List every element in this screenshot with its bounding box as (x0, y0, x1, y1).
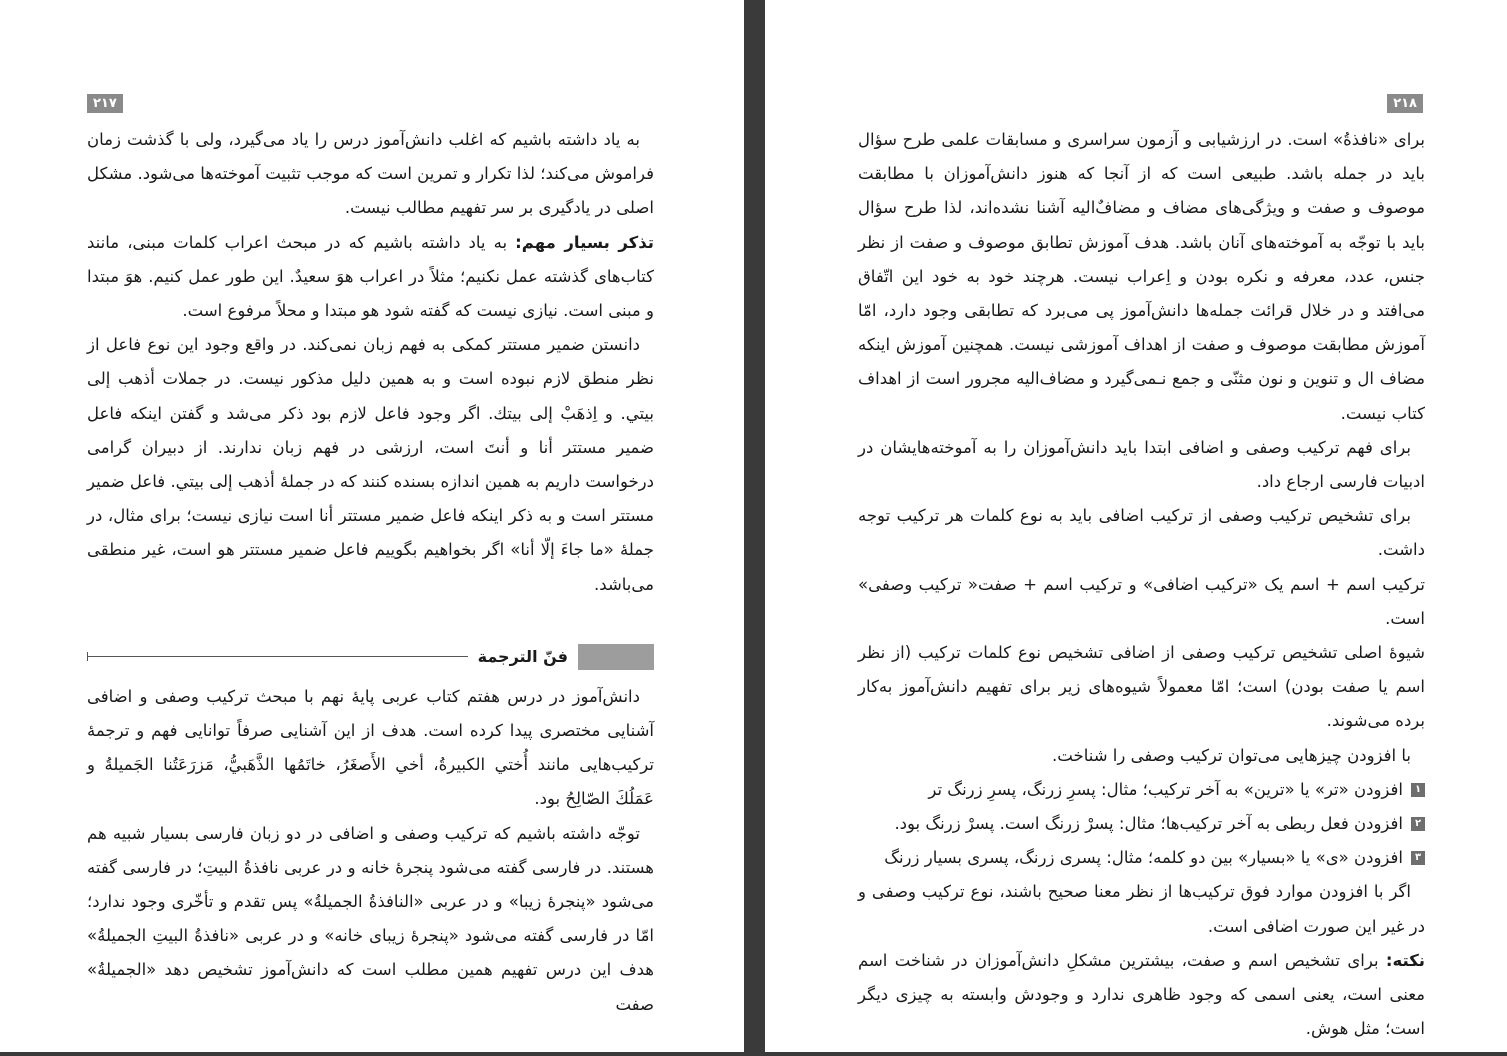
paragraph: با افزودن چیزهایی می‌توان ترکیب وصفی را شناخت. (1052, 745, 1411, 765)
paragraph: توجّه داشته باشیم که ترکیب وصفی و اضافی در دو زبان فارسی بسیار شبیه هم هستند. در فارسی گفته می‌شود پنجرهٔ خانه و در عربی نافذةُ البیتِ؛ در فارسی گفته می‌شود «پنجرهٔ زیبا» و در عربی «النافذةُ الجمیلةُ» پس تقدم و تأخّری وجود ندارد؛ امّا در فارسی گفته می‌شود «پنجرهٔ زیبای خانه» و در عربی «نافذةُ البیتِ الجمیلةُ» هدف این درس تفهیم همین مطلب است که دانش‌آموز تشخیص دهد «الجمیلةُ» صفت (87, 823, 654, 1014)
section-heading (87, 640, 654, 674)
paragraph: دانش‌آموز در درس هفتم کتاب عربی پایهٔ نهم با مبحث ترکیب وصفی و اضافی آشنایی مختصری پیدا کرده است. هدف از این آشنایی صرفاً توانایی فهم و ترجمهٔ ترکیب‌هایی مانند أُختي الکبیرةُ، أخي الأَصغَرُ، خاتَمُها الذَّهَبيُّ، مَزرَعَتُنا الجَمیلةُ و عَمَلُكَ الصّالِحُ بود. (87, 686, 654, 809)
paragraph: اگر با افزودن موارد فوق ترکیب‌ها از نظر معنا صحیح باشند، نوع ترکیب وصفی و در غیر این صورت اضافی است. (858, 882, 1425, 936)
list-item-text: افزودن «تر» یا «ترین» به آخر ترکیب؛ مثال: پسرِ زرنگ، پسرِ زرنگ تر (928, 779, 1403, 799)
list-number-box: ۱ (1411, 783, 1425, 797)
paragraph: برای فهم ترکیب وصفی و اضافی ابتدا باید دانش‌آموزان را به آموخته‌هایشان در ادبیات فارسی ارجاع داد. (858, 437, 1425, 492)
note-paragraph (87, 226, 654, 329)
note-text: برای تشخیص اسم و صفت، بیشترین مشکلِ دانش‌آموزان در شناخت اسم معنی است، یعنی اسمی که وجود ظاهری ندارد و وجودش وابسته به چیزی دیگر است؛ مثل هوش. (858, 950, 1425, 1039)
paragraph: شیوهٔ اصلی تشخیص ترکیب وصفی از اضافی تشخیص نوع کلمات ترکیب (از نظر اسم یا صفت بودن) است؛ امّا معمولاً شیوه‌های زیر برای تفهیم دانش‌آموز به‌کار برده می‌شوند. (858, 643, 1425, 731)
note-lead: نکته: (1385, 950, 1425, 970)
left-page (0, 0, 744, 1052)
paragraph: برای تشخیص ترکیب وصفی از ترکیب اضافی باید به نوع کلمات هر ترکیب توجه داشت. (858, 506, 1425, 560)
paragraph: دانستن ضمیر مستتر کمکی به فهم زبان نمی‌کند. در واقع وجود این نوع فاعل از نظر منطق لازم نبوده است و به همین دلیل مذکور نیست. در جملات أذهب إلی بیتي. و اِذهَبْ إلی بیتك. اگر وجود فاعل لازم بود ذکر می‌شد و گفتن اینکه فاعل ضمیر مستتر أنا و أنتَ است، ارزشی در فهم زبان ندارند. از دبیران گرامی درخواست داریم به همین اندازه بسنده کنند که در جملهٔ أذهب إلی بیتي. فاعل ضمیر مستتر است و به ذکر اینکه فاعل ضمیر مستتر أنا است نیازی نیست؛ برای مثال، در جملهٔ «ما جاءَ إلّا أنا» اگر بخواهیم بگوییم فاعل ضمیر مستتر هو است، غیر منطقی می‌باشد. (87, 335, 654, 594)
right-page-text (858, 123, 1425, 1046)
paragraph: به یاد داشته باشیم که اغلب دانش‌آموز درس را یاد می‌گیرد، ولی با گذشت زمان فراموش می‌کند؛ لذا تکرار و تمرین است که موجب تثبیت آموخته‌ها می‌شود. مشکل اصلی در یادگیری بر سر تفهیم مطالب نیست. (87, 130, 654, 218)
section-heading-bar (578, 644, 654, 670)
numbered-list (858, 773, 1425, 876)
list-number-box: ۳ (1411, 851, 1425, 865)
note-lead: تذکر بسیار مهم: (515, 232, 654, 252)
paragraph: برای «نافذةُ» است. در ارزشیابی و آزمون سراسری و مسابقات علمی طرح سؤال باید در جمله باشد. طبیعی است که از آنجا که هنوز دانش‌آموزان با مطابقت موصوف و صفت و ویژگی‌های مضاف و مضافٌ‌الیه آشنا نشده‌اند، لذا طرح سؤال باید با توجّه به آموخته‌های آنان باشد. هدف آموزش تطابق موصوف و صفت از نظر جنس، عدد، معرفه و نکره بودن و اِعراب نیست. هرچند خود به خود این اتّفاق می‌افتد و در خلال قرائت جمله‌ها دانش‌آموز پی می‌برد که تطابقی وجود دارد، امّا آموزش مطابقت موصوف و صفت از اهداف آموزشی نیست. همچنین آموزش اینکه مضاف ال و تنوین و نون مثنّی و جمع نـمی‌گیرد و مضاف‌الیه مجرور است از اهداف کتاب نیست. (858, 130, 1425, 423)
list-number-box: ۲ (1411, 817, 1425, 831)
section-title: فنّ الترجمة (477, 646, 568, 666)
page-number: ۲۱۸ (1387, 94, 1423, 113)
page-number: ۲۱۷ (87, 94, 123, 113)
left-page-text (87, 123, 654, 1022)
list-item (858, 773, 1425, 807)
section-rule (87, 656, 468, 657)
list-item-text: افزودن فعل ربطی به آخر ترکیب‌ها؛ مثال: پسرْ زرنگ است. پسرْ زرنگ بود. (894, 814, 1403, 834)
list-item (858, 807, 1425, 841)
note-paragraph (858, 944, 1425, 1047)
paragraph: ترکیب اسم + اسم یک «ترکیب اضافی» و ترکیب اسم + صفت« ترکیب وصفی» است. (858, 574, 1425, 628)
right-page (765, 0, 1507, 1052)
list-item-text: افزودن «ی» یا «بسیار» بین دو کلمه؛ مثال: پسری زرنگ، پسری بسیار زرنگ (884, 848, 1403, 868)
note-text: به یاد داشته باشیم که در مبحث اعراب کلمات مبنی، مانند کتاب‌های گذشته عمل نکنیم؛ مثلاً در اعراب هوَ سعیدٌ. این طور عمل کنیم. هوَ مبتدا و مبنی است. نیازی نیست که گفته شود هو مبتدا و محلاً مرفوع است. (87, 232, 654, 321)
list-item (858, 841, 1425, 875)
